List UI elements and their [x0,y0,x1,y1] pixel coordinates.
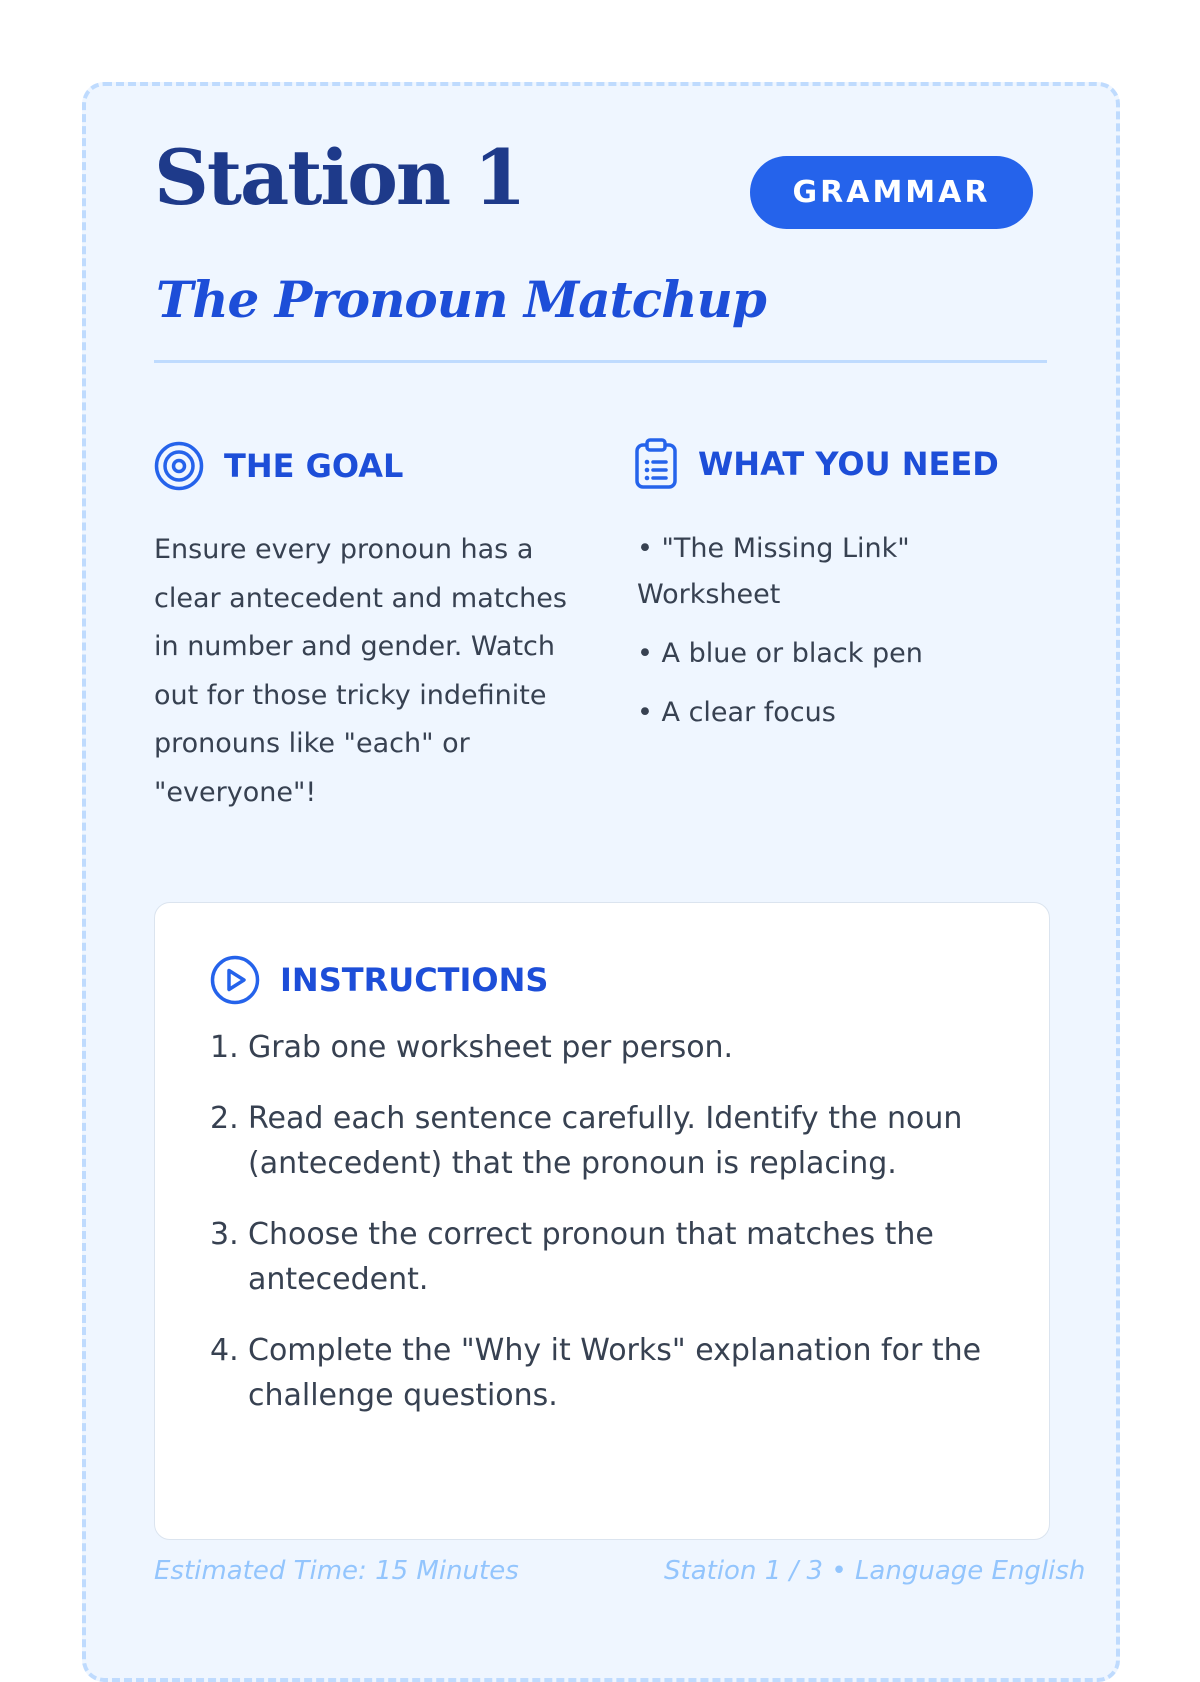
footer-time: Estimated Time: 15 Minutes [154,1556,519,1586]
materials-list-item: • "The Missing Link" Worksheet [637,526,1017,618]
goal-heading: THE GOAL [224,447,404,485]
step-number: 2. [210,1101,239,1136]
instruction-step [210,1025,1000,1070]
instructions-panel [154,902,1050,1540]
instructions-header [210,955,548,1005]
step-number: 4. [210,1333,239,1368]
instructions-list [210,1025,1000,1444]
step-text: Choose the correct pronoun that matches the antecedent. [248,1217,934,1297]
need-heading: WHAT YOU NEED [698,445,999,483]
need-section-header [634,438,999,490]
station-subtitle: The Pronoun Matchup [156,270,766,329]
goal-section-header [154,441,403,491]
instruction-step [210,1328,1000,1418]
materials-list [637,526,1017,749]
clipboard-icon [634,438,678,490]
materials-list-item: • A blue or black pen [637,631,1017,677]
station-card [82,82,1120,1682]
step-text: Grab one worksheet per person. [248,1030,734,1065]
step-number: 1. [210,1030,239,1065]
header-divider [154,360,1047,363]
step-text: Read each sentence carefully. Identify the noun (antecedent) that the pronoun is replacing. [248,1101,963,1181]
station-title: Station 1 [154,133,525,222]
category-badge: GRAMMAR [750,156,1033,229]
footer-station-info: Station 1 / 3 • Language English [664,1556,1086,1586]
play-circle-icon [210,955,260,1005]
materials-list-item: • A clear focus [637,690,1017,736]
instruction-step [210,1096,1000,1186]
goal-description: Ensure every pronoun has a clear antecedent and matches in number and gender. Watch out for those tricky indefinite pronouns like "each" or "everyone"! [154,534,567,808]
step-text: Complete the "Why it Works" explanation for the challenge questions. [248,1333,982,1413]
step-number: 3. [210,1217,239,1252]
target-icon [154,441,204,491]
instruction-step [210,1212,1000,1302]
instructions-heading: INSTRUCTIONS [280,961,549,999]
